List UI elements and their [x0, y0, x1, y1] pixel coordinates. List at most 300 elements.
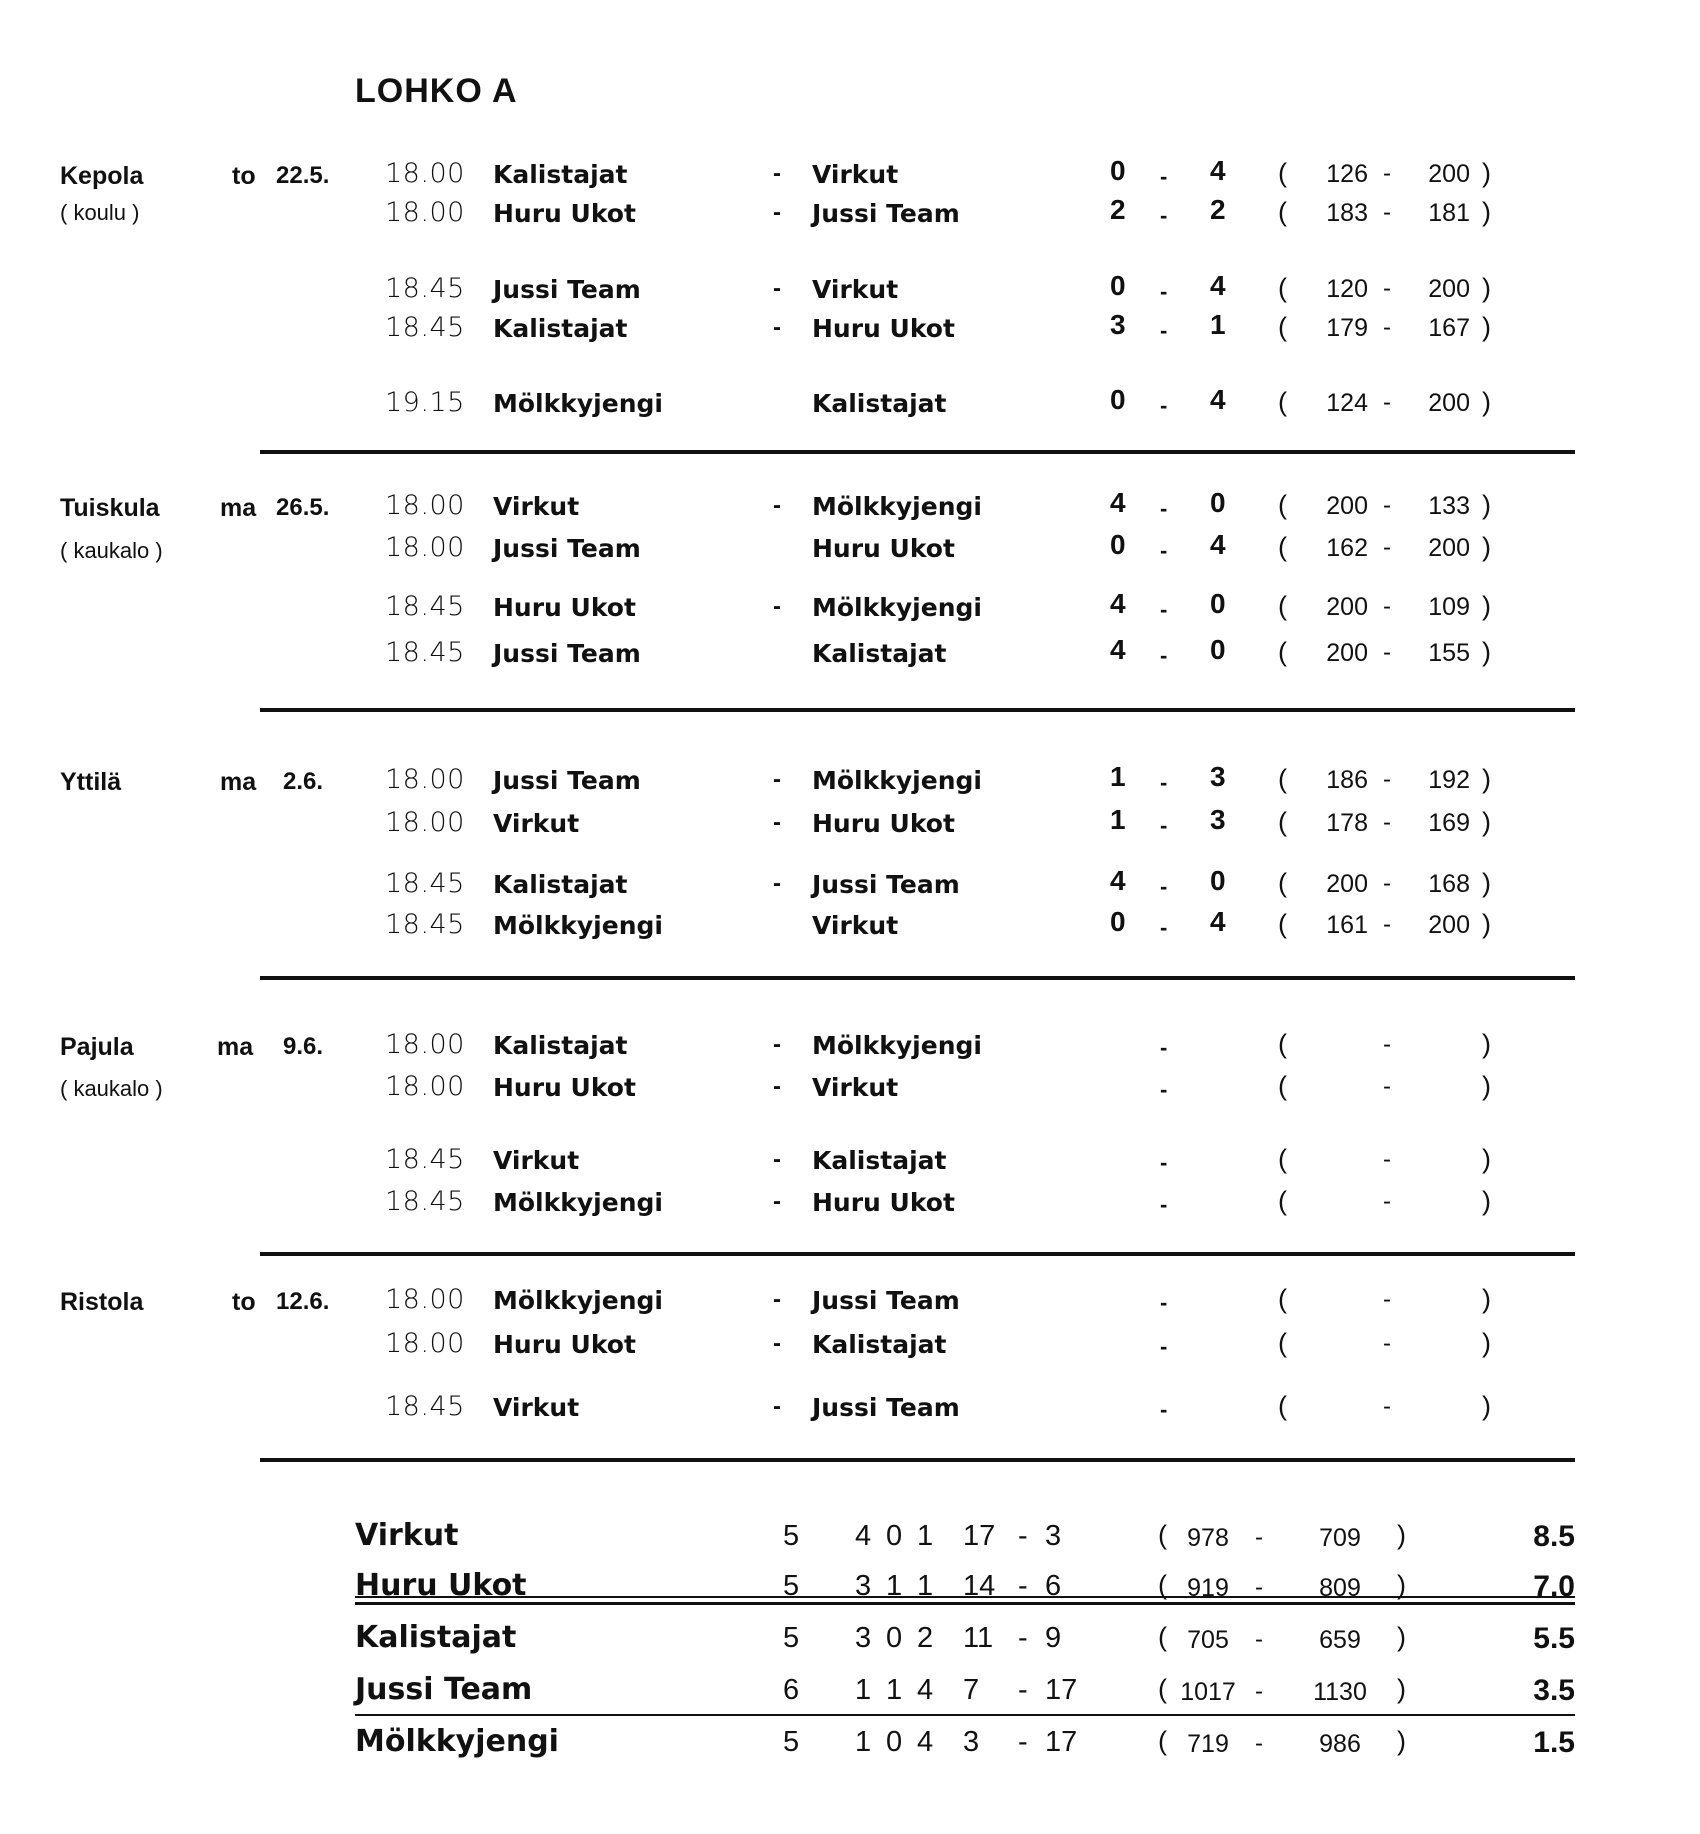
standings-d: 0 — [886, 1622, 903, 1654]
away-score: 4 — [1210, 155, 1226, 186]
away-points: 167 — [1428, 314, 1470, 342]
team-separator: - — [773, 1031, 781, 1058]
points-open-paren: ( — [1278, 1284, 1287, 1314]
match-time: 18.45 — [385, 1144, 465, 1175]
points-open-paren: ( — [1278, 909, 1287, 939]
away-team: Mölkkyjengi — [812, 1031, 982, 1060]
standings-pf: 719 — [1187, 1730, 1229, 1758]
away-team: Kalistajat — [812, 1330, 947, 1359]
team-separator: - — [773, 1330, 781, 1357]
away-team: Kalistajat — [812, 1146, 947, 1175]
match-time: 18.00 — [385, 764, 465, 795]
team-separator: - — [773, 314, 781, 341]
match-row — [0, 487, 1700, 530]
match-row — [0, 1071, 1700, 1111]
standings-pd: - — [1255, 1574, 1263, 1601]
points-separator: - — [1383, 1031, 1391, 1058]
away-points: 155 — [1428, 639, 1470, 667]
score-separator: - — [1160, 203, 1168, 228]
points-open-paren: ( — [1278, 1186, 1287, 1216]
points-close-paren: ) — [1482, 637, 1491, 667]
standings-w: 1 — [855, 1726, 872, 1758]
points-open-paren: ( — [1278, 591, 1287, 621]
home-points: 120 — [1326, 275, 1368, 303]
away-team: Huru Ukot — [812, 314, 955, 343]
away-points: 200 — [1428, 911, 1470, 939]
team-points: 5.5 — [1533, 1622, 1575, 1655]
away-points: 133 — [1428, 492, 1470, 520]
points-close-paren: ) — [1482, 868, 1491, 898]
home-team: Mölkkyjengi — [493, 1188, 663, 1217]
standings-separator — [355, 1714, 1575, 1716]
away-team: Jussi Team — [812, 870, 960, 899]
standings-gd: - — [1018, 1674, 1028, 1706]
points-separator: - — [1383, 870, 1391, 897]
points-close-paren: ) — [1482, 158, 1491, 188]
home-score: 3 — [1110, 309, 1126, 340]
home-team: Kalistajat — [493, 870, 628, 899]
points-close-paren: ) — [1482, 1071, 1491, 1101]
home-points: 124 — [1326, 389, 1368, 417]
points-close-paren: ) — [1482, 807, 1491, 837]
home-points: 200 — [1326, 492, 1368, 520]
home-team: Huru Ukot — [493, 1330, 636, 1359]
away-points: 169 — [1428, 809, 1470, 837]
away-score: 0 — [1210, 588, 1226, 619]
team-points: 7.0 — [1533, 1570, 1575, 1603]
match-row — [0, 906, 1700, 949]
match-row — [0, 1186, 1700, 1226]
standings-pf: 1017 — [1180, 1678, 1236, 1706]
standings-po: ( — [1158, 1622, 1167, 1652]
score-separator: - — [1160, 393, 1168, 418]
points-open-paren: ( — [1278, 1144, 1287, 1174]
standings-w: 3 — [855, 1570, 872, 1602]
standings-po: ( — [1158, 1520, 1167, 1550]
home-team: Virkut — [493, 809, 580, 838]
away-team: Huru Ukot — [812, 1188, 955, 1217]
standings-underline — [355, 1596, 1575, 1598]
away-points: 192 — [1428, 766, 1470, 794]
standings-d: 0 — [886, 1520, 903, 1552]
points-close-paren: ) — [1482, 1284, 1491, 1314]
home-team: Jussi Team — [493, 534, 641, 563]
points-separator: - — [1383, 593, 1391, 620]
away-score: 4 — [1210, 906, 1226, 937]
points-close-paren: ) — [1482, 273, 1491, 303]
home-points: 179 — [1326, 314, 1368, 342]
score-separator: - — [1160, 770, 1168, 795]
standings-pf: 919 — [1187, 1574, 1229, 1602]
away-team: Kalistajat — [812, 639, 947, 668]
standings-pa: 809 — [1319, 1574, 1361, 1602]
home-team: Huru Ukot — [493, 593, 636, 622]
standings-ga: 3 — [1045, 1520, 1062, 1552]
home-points: 200 — [1326, 870, 1368, 898]
points-close-paren: ) — [1482, 591, 1491, 621]
points-open-paren: ( — [1278, 1071, 1287, 1101]
points-separator: - — [1383, 1073, 1391, 1100]
away-team: Virkut — [812, 1073, 899, 1102]
standings-pd: - — [1255, 1678, 1263, 1705]
standings-pa: 709 — [1319, 1524, 1361, 1552]
away-score: 0 — [1210, 487, 1226, 518]
venue-subtitle: ( kaukalo ) — [60, 538, 163, 563]
points-close-paren: ) — [1482, 1029, 1491, 1059]
team-points: 1.5 — [1533, 1726, 1575, 1759]
points-open-paren: ( — [1278, 868, 1287, 898]
home-points: 126 — [1326, 160, 1368, 188]
away-points: 109 — [1428, 593, 1470, 621]
away-points: 200 — [1428, 534, 1470, 562]
points-separator: - — [1383, 314, 1391, 341]
points-open-paren: ( — [1278, 490, 1287, 520]
home-team: Jussi Team — [493, 639, 641, 668]
team-name: Huru Ukot — [355, 1568, 527, 1603]
score-separator: - — [1160, 538, 1168, 563]
away-score: 1 — [1210, 309, 1226, 340]
score-separator: - — [1160, 1290, 1168, 1315]
match-row — [0, 1144, 1700, 1184]
standings-po: ( — [1158, 1570, 1167, 1600]
home-team: Huru Ukot — [493, 1073, 636, 1102]
away-score: 4 — [1210, 270, 1226, 301]
standings-gd: - — [1018, 1520, 1028, 1552]
section-divider — [260, 708, 1575, 712]
score-separator: - — [1160, 813, 1168, 838]
points-separator: - — [1383, 1393, 1391, 1420]
away-score: 2 — [1210, 194, 1226, 225]
standings-played: 6 — [783, 1674, 800, 1706]
home-score: 1 — [1110, 804, 1126, 835]
away-team: Mölkkyjengi — [812, 593, 982, 622]
home-team: Virkut — [493, 492, 580, 521]
points-open-paren: ( — [1278, 1328, 1287, 1358]
away-points: 181 — [1428, 199, 1470, 227]
home-team: Virkut — [493, 1146, 580, 1175]
round-date: 12.6. — [276, 1288, 330, 1315]
points-separator: - — [1383, 639, 1391, 666]
home-points: 178 — [1326, 809, 1368, 837]
match-time: 18.00 — [385, 158, 465, 189]
standings-pf: 978 — [1187, 1524, 1229, 1552]
match-time: 18.00 — [385, 197, 465, 228]
standings-w: 3 — [855, 1622, 872, 1654]
standings-po: ( — [1158, 1674, 1167, 1704]
team-separator: - — [773, 766, 781, 793]
team-separator: - — [773, 1146, 781, 1173]
standings-row — [355, 1518, 1575, 1568]
points-close-paren: ) — [1482, 1391, 1491, 1421]
match-time: 18.00 — [385, 1328, 465, 1359]
match-time: 18.45 — [385, 312, 465, 343]
section-divider — [260, 450, 1575, 454]
team-name: Virkut — [355, 1518, 459, 1553]
match-time: 18.00 — [385, 1284, 465, 1315]
match-row — [0, 309, 1700, 352]
match-row — [0, 1029, 1700, 1069]
points-separator: - — [1383, 1286, 1391, 1313]
match-time: 18.45 — [385, 591, 465, 622]
round-date: 22.5. — [276, 162, 330, 189]
standings-l: 4 — [917, 1726, 934, 1758]
venue-name: Tuiskula — [60, 494, 160, 522]
away-team: Virkut — [812, 160, 899, 189]
team-separator: - — [773, 1188, 781, 1215]
standings-gd: - — [1018, 1622, 1028, 1654]
match-time: 18.00 — [385, 807, 465, 838]
round-date: 2.6. — [283, 768, 324, 795]
home-score: 4 — [1110, 487, 1126, 518]
team-name: Jussi Team — [355, 1672, 533, 1707]
team-points: 8.5 — [1533, 1520, 1575, 1553]
away-team: Virkut — [812, 911, 899, 940]
round-weekday: ma — [217, 1033, 254, 1061]
standings-ga: 6 — [1045, 1570, 1062, 1602]
points-close-paren: ) — [1482, 312, 1491, 342]
score-separator: - — [1160, 318, 1168, 343]
match-row — [0, 155, 1700, 198]
match-row — [0, 270, 1700, 313]
score-separator: - — [1160, 643, 1168, 668]
points-separator: - — [1383, 1146, 1391, 1173]
standings-gf: 3 — [963, 1726, 980, 1758]
standings-gf: 17 — [963, 1520, 996, 1552]
standings-played: 5 — [783, 1726, 800, 1758]
away-team: Huru Ukot — [812, 809, 955, 838]
standings-ga: 9 — [1045, 1622, 1062, 1654]
round-date: 9.6. — [283, 1033, 324, 1060]
away-score: 0 — [1210, 865, 1226, 896]
points-open-paren: ( — [1278, 312, 1287, 342]
venue-name: Yttilä — [60, 768, 122, 796]
home-team: Mölkkyjengi — [493, 911, 663, 940]
points-close-paren: ) — [1482, 387, 1491, 417]
standings-pf: 705 — [1187, 1626, 1229, 1654]
score-separator: - — [1160, 164, 1168, 189]
score-separator: - — [1160, 1077, 1168, 1102]
away-score: 3 — [1210, 804, 1226, 835]
away-team: Mölkkyjengi — [812, 492, 982, 521]
standings-w: 1 — [855, 1674, 872, 1706]
round-weekday: to — [232, 1288, 256, 1316]
points-separator: - — [1383, 766, 1391, 793]
standings-pd: - — [1255, 1730, 1263, 1757]
points-open-paren: ( — [1278, 764, 1287, 794]
match-time: 18.00 — [385, 1029, 465, 1060]
standings-ga: 17 — [1045, 1674, 1078, 1706]
standings-po: ( — [1158, 1726, 1167, 1756]
points-separator: - — [1383, 809, 1391, 836]
match-row — [0, 529, 1700, 572]
home-points: 161 — [1326, 911, 1368, 939]
standings-pa: 1130 — [1313, 1678, 1367, 1706]
home-score: 0 — [1110, 270, 1126, 301]
standings-d: 1 — [886, 1570, 903, 1602]
match-time: 18.45 — [385, 909, 465, 940]
team-separator: - — [773, 870, 781, 897]
home-score: 4 — [1110, 865, 1126, 896]
round-weekday: ma — [220, 768, 257, 796]
points-separator: - — [1383, 1330, 1391, 1357]
score-separator: - — [1160, 1397, 1168, 1422]
away-score: 3 — [1210, 761, 1226, 792]
score-separator: - — [1160, 1334, 1168, 1359]
home-points: 200 — [1326, 639, 1368, 667]
away-team: Huru Ukot — [812, 534, 955, 563]
standings-pc: ) — [1397, 1570, 1406, 1600]
points-separator: - — [1383, 1188, 1391, 1215]
match-row — [0, 1284, 1700, 1324]
home-team: Kalistajat — [493, 314, 628, 343]
home-team: Virkut — [493, 1393, 580, 1422]
points-close-paren: ) — [1482, 1328, 1491, 1358]
standings-gd: - — [1018, 1570, 1028, 1602]
home-team: Huru Ukot — [493, 199, 636, 228]
standings-pd: - — [1255, 1626, 1263, 1653]
standings-l: 4 — [917, 1674, 934, 1706]
team-separator: - — [773, 1073, 781, 1100]
home-points: 162 — [1326, 534, 1368, 562]
standings-pa: 659 — [1319, 1626, 1361, 1654]
away-team: Kalistajat — [812, 389, 947, 418]
match-row — [0, 194, 1700, 237]
standings-d: 1 — [886, 1674, 903, 1706]
standings-played: 5 — [783, 1570, 800, 1602]
team-separator: - — [773, 809, 781, 836]
home-team: Jussi Team — [493, 766, 641, 795]
round-weekday: ma — [220, 494, 257, 522]
away-score: 4 — [1210, 384, 1226, 415]
score-separator: - — [1160, 915, 1168, 940]
match-row — [0, 804, 1700, 847]
standings-played: 5 — [783, 1622, 800, 1654]
points-open-paren: ( — [1278, 387, 1287, 417]
points-separator: - — [1383, 275, 1391, 302]
score-separator: - — [1160, 597, 1168, 622]
team-separator: - — [773, 199, 781, 226]
away-points: 200 — [1428, 389, 1470, 417]
home-points: 183 — [1326, 199, 1368, 227]
points-separator: - — [1383, 911, 1391, 938]
standings-gf: 7 — [963, 1674, 980, 1706]
match-row — [0, 761, 1700, 804]
home-team: Jussi Team — [493, 275, 641, 304]
home-score: 2 — [1110, 194, 1126, 225]
venue-name: Pajula — [60, 1033, 134, 1061]
venue-subtitle: ( kaukalo ) — [60, 1076, 163, 1101]
match-time: 18.00 — [385, 532, 465, 563]
match-row — [0, 384, 1700, 427]
team-separator: - — [773, 160, 781, 187]
standings-pc: ) — [1397, 1520, 1406, 1550]
home-team: Kalistajat — [493, 1031, 628, 1060]
home-score: 4 — [1110, 588, 1126, 619]
standings-pa: 986 — [1319, 1730, 1361, 1758]
away-points: 168 — [1428, 870, 1470, 898]
points-close-paren: ) — [1482, 197, 1491, 227]
points-open-paren: ( — [1278, 807, 1287, 837]
section-divider — [260, 1252, 1575, 1256]
qualification-line — [355, 1602, 1575, 1605]
standings-l: 1 — [917, 1520, 934, 1552]
points-separator: - — [1383, 160, 1391, 187]
standings-gd: - — [1018, 1726, 1028, 1758]
round-date: 26.5. — [276, 494, 330, 521]
points-open-paren: ( — [1278, 637, 1287, 667]
points-open-paren: ( — [1278, 532, 1287, 562]
match-time: 18.45 — [385, 1186, 465, 1217]
score-separator: - — [1160, 496, 1168, 521]
score-separator: - — [1160, 279, 1168, 304]
standings-pc: ) — [1397, 1674, 1406, 1704]
match-row — [0, 1391, 1700, 1431]
team-separator: - — [773, 275, 781, 302]
match-time: 18.45 — [385, 273, 465, 304]
home-points: 186 — [1326, 766, 1368, 794]
score-separator: - — [1160, 1192, 1168, 1217]
match-time: 18.45 — [385, 637, 465, 668]
points-separator: - — [1383, 534, 1391, 561]
team-separator: - — [773, 492, 781, 519]
match-row — [0, 865, 1700, 908]
team-name: Mölkkyjengi — [355, 1724, 559, 1759]
team-separator: - — [773, 1286, 781, 1313]
away-points: 200 — [1428, 160, 1470, 188]
score-separator: - — [1160, 1035, 1168, 1060]
points-close-paren: ) — [1482, 1186, 1491, 1216]
home-score: 0 — [1110, 906, 1126, 937]
match-row — [0, 634, 1700, 677]
page-title: LOHKO A — [355, 72, 518, 110]
standings-w: 4 — [855, 1520, 872, 1552]
standings-gf: 11 — [963, 1622, 994, 1654]
away-team: Jussi Team — [812, 1393, 960, 1422]
points-open-paren: ( — [1278, 197, 1287, 227]
venue-subtitle: ( koulu ) — [60, 200, 140, 225]
points-open-paren: ( — [1278, 1029, 1287, 1059]
home-score: 4 — [1110, 634, 1126, 665]
standings-played: 5 — [783, 1520, 800, 1552]
home-score: 0 — [1110, 155, 1126, 186]
match-time: 18.00 — [385, 1071, 465, 1102]
away-team: Virkut — [812, 275, 899, 304]
score-separator: - — [1160, 1150, 1168, 1175]
home-score: 0 — [1110, 529, 1126, 560]
team-separator: - — [773, 593, 781, 620]
home-team: Mölkkyjengi — [493, 389, 663, 418]
score-separator: - — [1160, 874, 1168, 899]
away-points: 200 — [1428, 275, 1470, 303]
standings-d: 0 — [886, 1726, 903, 1758]
points-close-paren: ) — [1482, 1144, 1491, 1174]
home-score: 1 — [1110, 761, 1126, 792]
match-time: 18.45 — [385, 1391, 465, 1422]
standings-l: 1 — [917, 1570, 934, 1602]
points-close-paren: ) — [1482, 490, 1491, 520]
team-separator: - — [773, 1393, 781, 1420]
team-points: 3.5 — [1533, 1674, 1575, 1707]
standings-pd: - — [1255, 1524, 1263, 1551]
home-score: 0 — [1110, 384, 1126, 415]
match-time: 19.15 — [385, 387, 465, 418]
points-separator: - — [1383, 389, 1391, 416]
away-team: Mölkkyjengi — [812, 766, 982, 795]
points-open-paren: ( — [1278, 158, 1287, 188]
venue-name: Ristola — [60, 1288, 144, 1316]
standings-row — [355, 1620, 1575, 1670]
standings-gf: 14 — [963, 1570, 996, 1602]
